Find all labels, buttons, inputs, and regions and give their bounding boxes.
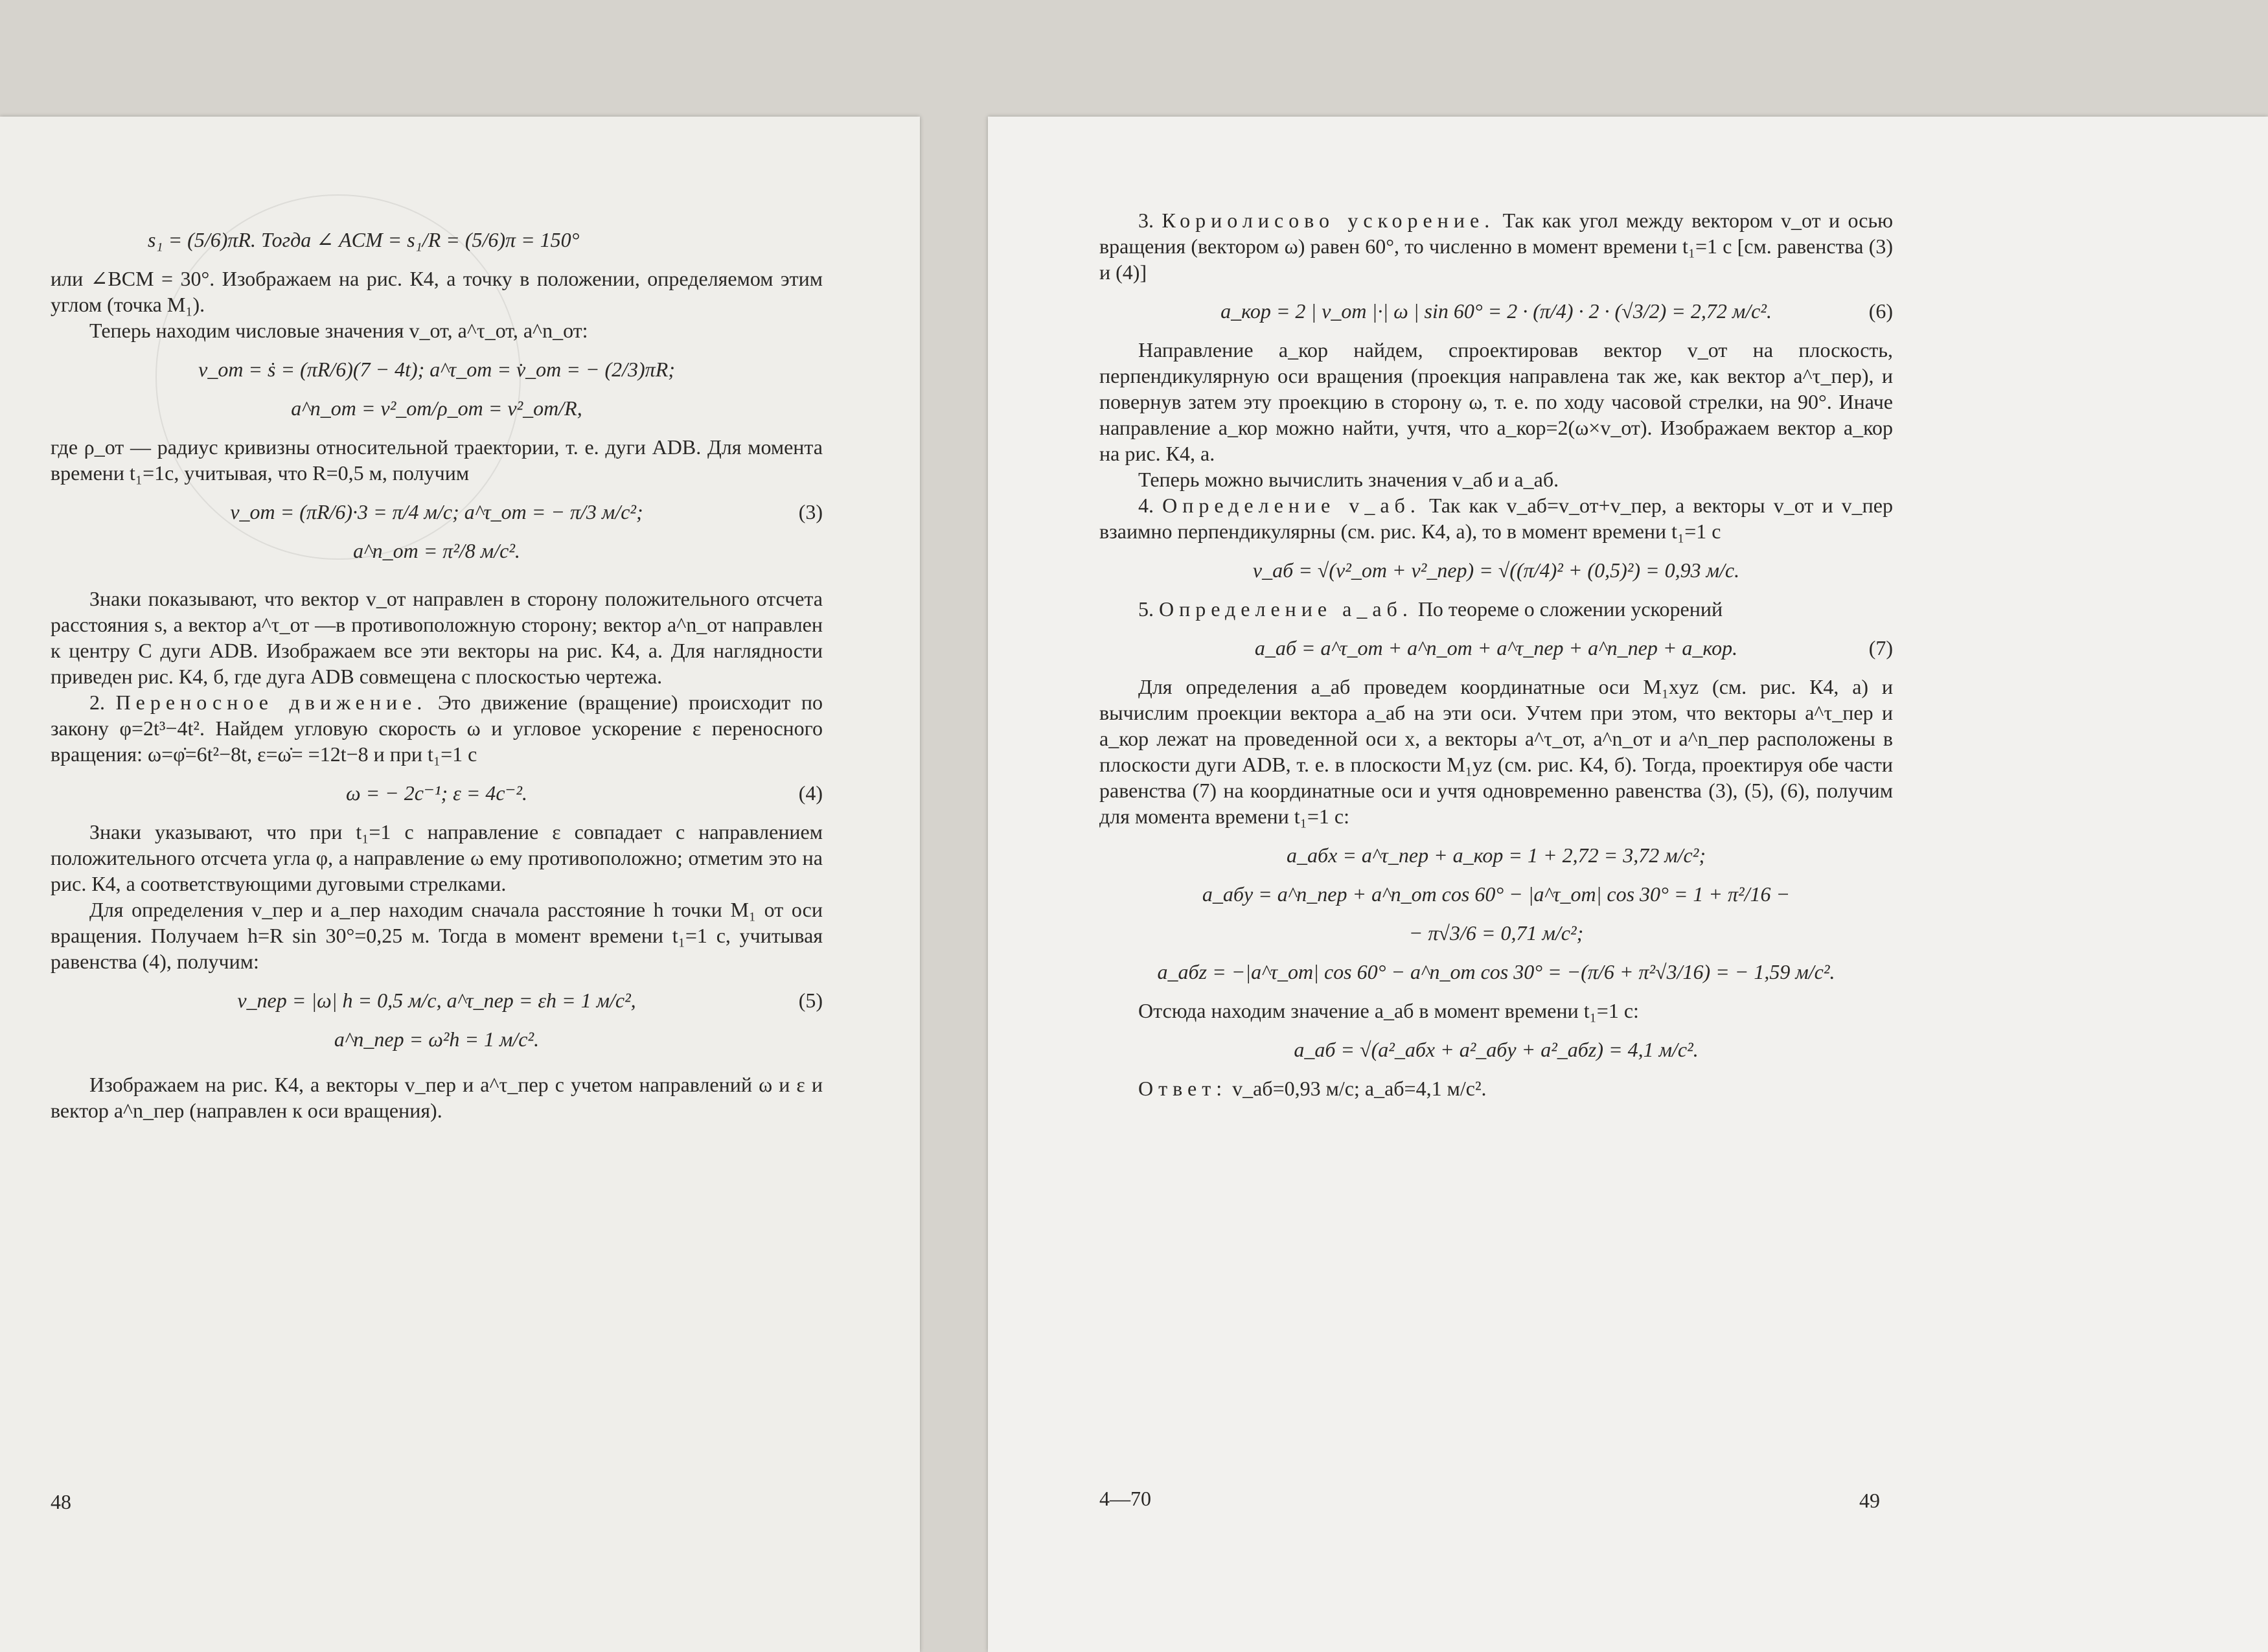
section-heading: Определение a_аб. (1159, 597, 1413, 621)
paragraph-section-2 (51, 689, 823, 767)
section-text: Так как угол между вектором v_от и осью вращения (вектором ω) равен 60°, то численно в момент времени t₁=1 с [см. равенства (3) и (4)] (1099, 209, 1893, 284)
equation-number: (7) (1868, 636, 1893, 660)
paragraph: Для определения v_пер и a_пер находим сначала расстояние h точки M₁ от оси вращения. Получаем h=R sin 30°=0,25 м. Тогда в момент времени t₁=1 с, учитывая равенства (4), получим: (51, 898, 823, 973)
equation-number: (6) (1868, 299, 1893, 323)
left-text-column (51, 214, 823, 1123)
equation-a-n-ot-value: a^n_от = π²/8 м/с². (353, 539, 520, 562)
paragraph-section-3 (1099, 207, 1893, 285)
equation-a-ab: a_аб = √(a²_абx + a²_абy + a²_абz) = 4,1 м/с². (1294, 1038, 1699, 1061)
paragraph: Направление a_кор найдем, спроектировав вектор v_от на плоскость, перпендикулярную оси вращения (проекция направлена так же, как вектор a^τ_пер), и повернув затем эту проекцию в сторону ω, т. е. по ходу часовой стрелки, на 90°. Иначе направление a_кор можно найти, учтя, что a_кор=2(ω×v_от). Изображаем вектор a_кор на рис. К4, а. (1099, 338, 1893, 465)
paragraph-section-4 (1099, 492, 1893, 544)
equation-a-n-per: a^n_пер = ω²h = 1 м/с². (334, 1027, 540, 1051)
equation-6: a_кор = 2 | v_от |·| ω | sin 60° = 2 · (π/4) · 2 · (√3/2) = 2,72 м/с². (6) (1220, 299, 1893, 323)
paragraph: Отсюда находим значение a_аб в момент времени t₁=1 с: (1138, 999, 1639, 1022)
section-number: 2. (89, 691, 105, 714)
paragraph: Изображаем на рис. К4, а векторы v_пер и a^τ_пер с учетом направлений ω и ε и вектор a^n_пер (направлен к оси вращения). (51, 1073, 823, 1122)
paragraph: Знаки указывают, что при t₁=1 с направление ε совпадает с направлением положительного отсчета угла φ, а направление ω ему противоположно; отметим это на рис. К4, а соответствующими дуговыми стрелками. (51, 820, 823, 895)
paragraph: Для определения a_аб проведем координатные оси M₁xyz (см. рис. К4, а) и вычислим проекции вектора a_аб на эти оси. Учтем при этом, что векторы a^τ_пер и a_кор лежат на проведенной оси x, а векторы a^τ_от, a^n_от и a^n_пер расположены в плоскости дуги ADB, т. е. в плоскости M₁yz (см. рис. К4, б). Тогда, проектируя обе части равенства (7) на координатные оси и учтя одновременно равенства (3), (5), (6), получим для момента времени t₁=1 с: (1099, 675, 1893, 828)
answer (1099, 1075, 1893, 1101)
section-number: 4. (1138, 494, 1154, 517)
paragraph: Теперь можно вычислить значения v_аб и a_аб. (1138, 468, 1559, 491)
section-text: По теореме о сложении ускорений (1417, 597, 1723, 621)
equation-number: (5) (798, 989, 823, 1012)
section-text: Так как v_аб=v_от+v_пер, а векторы v_от и v_пер взаимно перпендикулярны (см. рис. К4, а), то в момент времени t₁=1 с (1099, 494, 1894, 543)
section-heading: Переносное движение. (115, 691, 428, 714)
equation-4: ω = − 2с⁻¹; ε = 4с⁻². (4) (345, 781, 823, 805)
equation-a-aby-cont: − π√3/6 = 0,71 м/с²; (1408, 921, 1584, 945)
section-number: 3. (1138, 209, 1154, 232)
answer-label: Ответ: (1138, 1077, 1228, 1100)
page-number: 49 (1859, 1489, 1880, 1512)
equation-a-aby: a_абy = a^n_пер + a^n_от cos 60° − |a^τ_от| cos 30° = 1 + π²/16 − (1202, 882, 1791, 906)
paragraph: или ∠BCM = 30°. Изображаем на рис. К4, а точку в положении, определяемом этим углом (точка M₁). (51, 267, 823, 316)
right-page (988, 117, 2268, 1652)
equation-v-ot: v_от = ṡ = (πR/6)(7 − 4t); a^τ_от = v̇_от = − (2/3)πR; (198, 358, 675, 381)
section-text: Это движение (вращение) происходит по закону φ=2t³−4t². Найдем угловую скорость ω и угловое ускорение ε переносного вращения: ω=φ̇=6t²−8t, ε=ω̇= =12t−8 и при t₁=1 с (51, 691, 823, 766)
equation-a-n-ot: a^n_от = v²_от/ρ_от = v²_от/R, (291, 396, 582, 420)
equation-a-abx: a_абx = a^τ_пер + a_кор = 1 + 2,72 = 3,72 м/с²; (1287, 843, 1706, 867)
paragraph: Теперь находим числовые значения v_от, a^τ_от, a^n_от: (89, 319, 588, 342)
equation-5: v_пер = |ω| h = 0,5 м/с, a^τ_пер = εh = 1 м/с², (5) (237, 989, 823, 1012)
equation-s1: s₁ = (5/6)πR. Тогда ∠ ACM = s₁/R = (5/6)π = 150° (148, 228, 580, 251)
equation-number: (3) (798, 500, 823, 523)
equation-number: (4) (798, 781, 823, 805)
signature-mark: 4—70 (1099, 1487, 1151, 1510)
paragraph: Знаки показывают, что вектор v_от направлен в сторону положительного отсчета расстояния s, а вектор a^τ_от —в противоположную сторону; вектор a^n_от направлен к центру C дуги ADB. Изображаем все эти векторы на рис. К4, а. Для наглядности приведен рис. К4, б, где дуга ADB совмещена с плоскостью чертежа. (51, 587, 823, 688)
equation-3: v_от = (πR/6)·3 = π/4 м/с; a^τ_от = − π/3 м/с²; (3) (230, 500, 823, 523)
section-heading: Определение v_аб. (1162, 494, 1421, 517)
equation-7: a_аб = a^τ_от + a^n_от + a^τ_пер + a^n_пер + a_кор. (7) (1254, 636, 1893, 660)
paragraph: где ρ_от — радиус кривизны относительной траектории, т. е. дуги ADB. Для момента времени t₁=1с, учитывая, что R=0,5 м, получим (51, 435, 823, 485)
right-text-column (1099, 207, 1893, 1101)
equation-a-abz: a_абz = −|a^τ_от| cos 60° − a^n_от cos 30° = −(π/6 + π²√3/16) = − 1,59 м/с². (1157, 960, 1835, 983)
section-heading: Кориолисово ускорение. (1162, 209, 1495, 232)
left-page (0, 117, 920, 1652)
answer-text: v_аб=0,93 м/с; a_аб=4,1 м/с². (1232, 1077, 1487, 1100)
equation-v-ab: v_аб = √(v²_от + v²_пер) = √((π/4)² + (0,5)²) = 0,93 м/с. (1252, 558, 1740, 582)
section-number: 5. (1138, 597, 1154, 621)
page-number: 48 (51, 1490, 71, 1513)
paragraph-section-5 (1099, 596, 1893, 622)
